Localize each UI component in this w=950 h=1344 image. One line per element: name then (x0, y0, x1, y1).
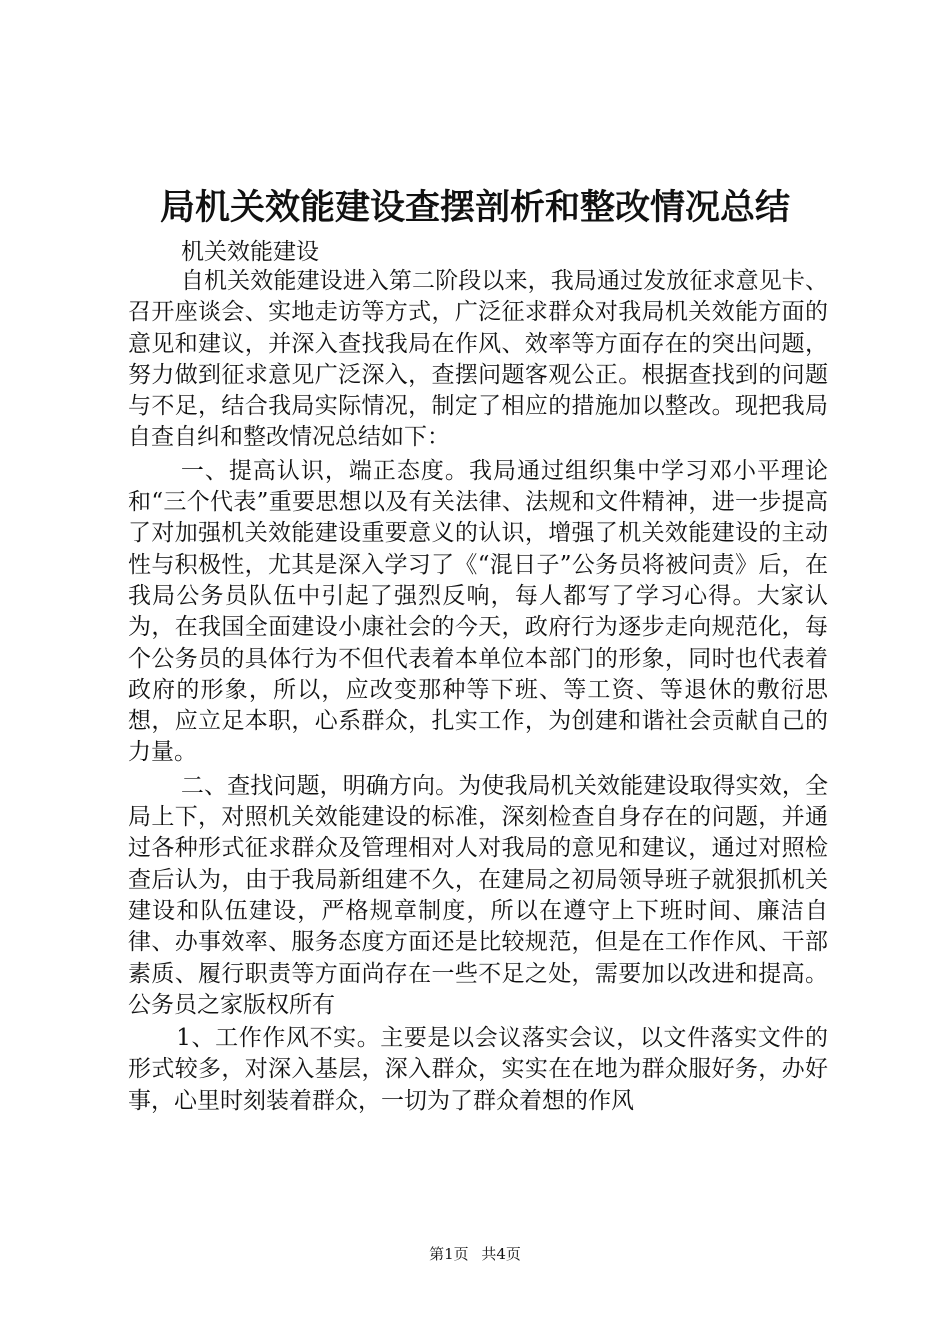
paragraph-section-one: 一、提高认识，端正态度。我局通过组织集中学习邓小平理论和“三个代表”重要思想以及有关法律、法规和文件精神，进一步提高了对加强机关效能建设重要意义的认识，增强了机关效能建设的主动性与积极性，尤其是深入学习了《“混日子”公务员将被问责》后，在我局公务员队伍中引起了强烈反响，每人都写了学习心得。大家认为，在我国全面建设小康社会的今天，政府行为逐步走向规范化，每个公务员的具体行为不但代表着本单位本部门的形象，同时也代表着政府的形象，所以，应改变那种等下班、等工资、等退休的敷衍思想，应立足本职，心系群众，扎实工作，为创建和谐社会贡献自己的力量。 (128, 457, 828, 766)
page-footer (0, 1244, 950, 1264)
page-number: 第1页 (429, 1245, 469, 1263)
paragraph-item-one: 1、工作作风不实。主要是以会议落实会议，以文件落实文件的形式较多，对深入基层，深入群众，实实在在地为群众服好务，办好事，心里时刻装着群众，一切为了群众着想的作风 (128, 1025, 828, 1114)
document-title: 局机关效能建设查摆剖析和整改情况总结 (159, 187, 790, 228)
paragraph-section-two: 二、查找问题，明确方向。为使我局机关效能建设取得实效，全局上下，对照机关效能建设的标准，深刻检查自身存在的问题，并通过各种形式征求群众及管理相对人对我局的意见和建议，通过对照检查后认为，由于我局新组建不久，在建局之初局领导班子就狠抓机关建设和队伍建设，严格规章制度，所以在遵守上下班时间、廉洁自律、办事效率、服务态度方面还是比较规范，但是在工作作风、干部素质、履行职责等方面尚存在一些不足之处，需要加以改进和提高。公务员之家版权所有 (128, 772, 828, 1018)
document-body (128, 266, 828, 1119)
paragraph-intro: 自机关效能建设进入第二阶段以来，我局通过发放征求意见卡、召开座谈会、实地走访等方式，广泛征求群众对我局机关效能方面的意见和建议，并深入查找我局在作风、效率等方面存在的突出问题，努力做到征求意见广泛深入，查摆问题客观公正。根据查找到的问题与不足，结合我局实际情况，制定了相应的措施加以整改。现把我局自查自纠和整改情况总结如下： (128, 268, 828, 451)
document-subtitle: 机关效能建设 (181, 239, 319, 265)
total-pages: 共4页 (481, 1245, 521, 1263)
